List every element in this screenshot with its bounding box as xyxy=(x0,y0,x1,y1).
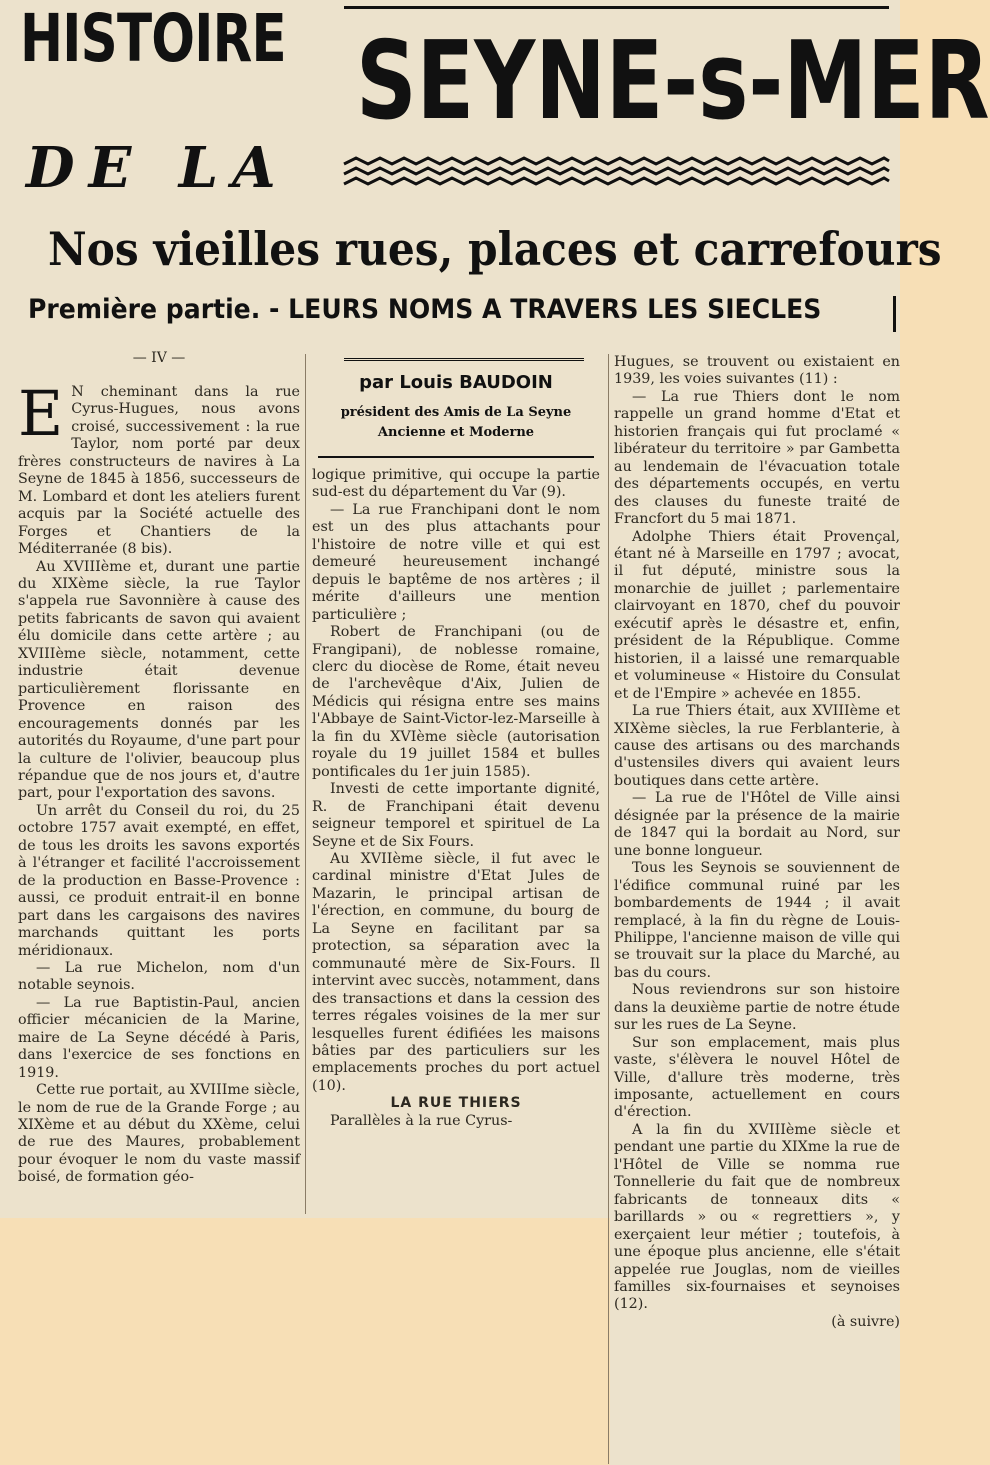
paragraph: Robert de Franchipani (ou de Frangipani), de noblesse romaine, clerc du diocèse de Rome, était neveu de l'archevêque d'Aix, Julien de Médicis qui résigna entre ses mains l'Abbaye de Saint-Victor-lez-Marseille à la fin du XVIème siècle (autorisation royale du 19 juillet 1584 et bulles pontificales du 1er juin 1585). xyxy=(312,624,600,780)
header-de-la: DE LA xyxy=(26,135,290,201)
subtitle-edge-bar xyxy=(893,296,896,332)
paragraph: Un arrêt du Conseil du roi, du 25 octobre 1757 avait exempté, en effet, de tous les droits les savons exportés à l'étranger et facilité l'accroissement de la production en Basse-Provence : aussi, ce produit entrait-il en bonne part dans les cargaisons des navires marchands quittant les ports méridionaux. xyxy=(18,802,300,959)
paragraph: N cheminant dans la rue Cyrus-Hugues, nous avons croisé, successivement : la rue Taylor, nom porté par deux frères constructeurs de navires à La Seyne de 1845 à 1856, successeurs de M. Lombard et dont les ateliers furent acquis par la Société actuelle des Forges et Chantiers de la Méditerranée (8 bis). xyxy=(18,384,300,558)
header-seyne: SEYNE-s-MER xyxy=(356,19,990,144)
byline-bottom-rule xyxy=(318,456,594,458)
paragraph: Nous reviendrons sur son histoire dans la deuxième partie de notre étude sur les rues de La Seyne. xyxy=(614,982,900,1034)
paragraph: logique primitive, qui occupe la partie sud-est du département du Var (9). xyxy=(312,467,600,501)
section-heading: LA RUE THIERS xyxy=(390,1095,522,1112)
paragraph: Adolphe Thiers était Provençal, étant né à Marseille en 1797 ; avocat, il fut député, ministre sous la monarchie de juillet ; parlementaire clairvoyant en 1870, chef du pouvoir exécutif après le désastre et, enfin, président de la République. Comme historien, il a laissé une remarquable et volumineuse « Histoire du Consulat et de l'Empire » achevée en 1855. xyxy=(614,528,900,702)
byline-role: président des Amis de La Seyne xyxy=(340,405,572,420)
column-separator xyxy=(305,354,306,1214)
header-histoire: HISTOIRE xyxy=(20,0,286,77)
column-separator xyxy=(608,354,609,1464)
article-title: Nos vieilles rues, places et carrefours xyxy=(48,222,942,276)
zigzag-ornament xyxy=(344,158,889,192)
column-2 xyxy=(312,467,600,1130)
paragraph: — La rue Franchipani dont le nom est un des plus attachants pour l'histoire de notre ville et qui est demeuré heureusement inchangé depuis le baptême de nos artères ; il mérite d'ailleurs une mention particulière ; xyxy=(312,501,600,623)
paragraph: A la fin du XVIIIème siècle et pendant une partie du XIXme la rue de l'Hôtel de Ville se nomma rue Tonnellerie du fait que de nombreux fabricants de tonneaux dits « barillards » ou « regrettiers », y exerçaient leur métier ; toutefois, à une époque plus ancienne, elle s'était appelée rue Jouglas, nom de vieilles familles six-fournaises et seynoises (12). xyxy=(614,1121,900,1313)
article-subtitle: Première partie. - LEURS NOMS A TRAVERS LES SIECLES xyxy=(28,294,822,325)
paragraph: Au XVIIème siècle, il fut avec le cardinal ministre d'Etat Jules de Mazarin, le principal artisan de l'érection, en commune, du bourg de La Seyne en facilitant par sa protection, sa séparation avec la communauté mère de Six-Fours. Il intervint avec succès, notamment, dans des transactions et dans la cession des terres régales voisines de la mer sur lesquelles furent édifiées les maisons bâties par des particuliers sur les emplacements proches du port actuel (10). xyxy=(312,850,600,1094)
paragraph: Cette rue portait, au XVIIIme siècle, le nom de rue de la Grande Forge ; au XIXème et au début du XXème, celui de rue des Maures, probablement pour évoquer le nom du vaste massif boisé, de formation géo- xyxy=(18,1082,300,1186)
column-1 xyxy=(18,377,300,1187)
paragraph: Au XVIIIème et, durant une partie du XIXème siècle, la rue Taylor s'appela rue Savonnière à cause des petits fabricants de savon qui avaient élu domicile dans cette artère ; au XVIIIème siècle, notamment, cette industrie était devenue particulièrement florissante en Provence en raison des encouragements donnés par les autorités du Royaume, d'une part pour la culture de l'olivier, beaucoup plus répandue que de nos jours et, d'autre part, pour l'exportation des savons. xyxy=(18,558,300,802)
paragraph: Parallèles à la rue Cyrus- xyxy=(330,1112,513,1129)
paragraph: Investi de cette importante dignité, R. de Franchipani était devenu seigneur temporel et spirituel de La Seyne et de Six Fours. xyxy=(312,781,600,850)
paragraph: Tous les Seynois se souviennent de l'édifice communal ruiné par les bombardements de 1944 ; il avait remplacé, à la fin du règne de Louis-Philippe, l'ancienne maison de ville qui se trouvait sur la place du Marché, au bas du cours. xyxy=(614,860,900,981)
paragraph: — La rue Michelon, nom d'un notable seynois. xyxy=(18,959,300,994)
to-be-continued: (à suivre) xyxy=(831,1313,900,1330)
paragraph: — La rue de l'Hôtel de Ville ainsi désignée par la présence de la mairie de 1847 qui la bordait au Nord, sur une bonne longueur. xyxy=(614,790,900,859)
paragraph: Hugues, se trouvent ou existaient en 1939, les voies suivantes (11) : xyxy=(614,354,900,388)
paragraph: — La rue Thiers dont le nom rappelle un grand homme d'Etat et historien français qui fut proclamé « libérateur du territoire » par Gambetta au lendemain de l'évacuation totale des départements occupés, en vertu des clauses du funeste traité de Francfort du 5 mai 1871. xyxy=(614,388,900,528)
drop-cap: E xyxy=(18,377,64,450)
chapter-numeral: — IV — xyxy=(132,350,186,366)
byline-role: Ancienne et Moderne xyxy=(377,425,535,440)
paragraph: — La rue Baptistin-Paul, ancien officier mécanicien de la Marine, maire de La Seyne décédé à Paris, dans l'exercice de ses fonctions en 1919. xyxy=(18,994,300,1081)
byline-rule xyxy=(344,358,584,361)
paragraph: La rue Thiers était, aux XVIIIème et XIXème siècles, la rue Ferblanterie, à cause des artisans ou des marchands d'ustensiles divers qui avaient leurs boutiques dans cette artère. xyxy=(614,703,900,789)
byline-author: par Louis BAUDOIN xyxy=(359,372,553,393)
column-3 xyxy=(614,354,900,1331)
paragraph: Sur son emplacement, mais plus vaste, s'élèvera le nouvel Hôtel de Ville, d'allure très moderne, très imposante, actuellement en cours d'érection. xyxy=(614,1034,900,1121)
